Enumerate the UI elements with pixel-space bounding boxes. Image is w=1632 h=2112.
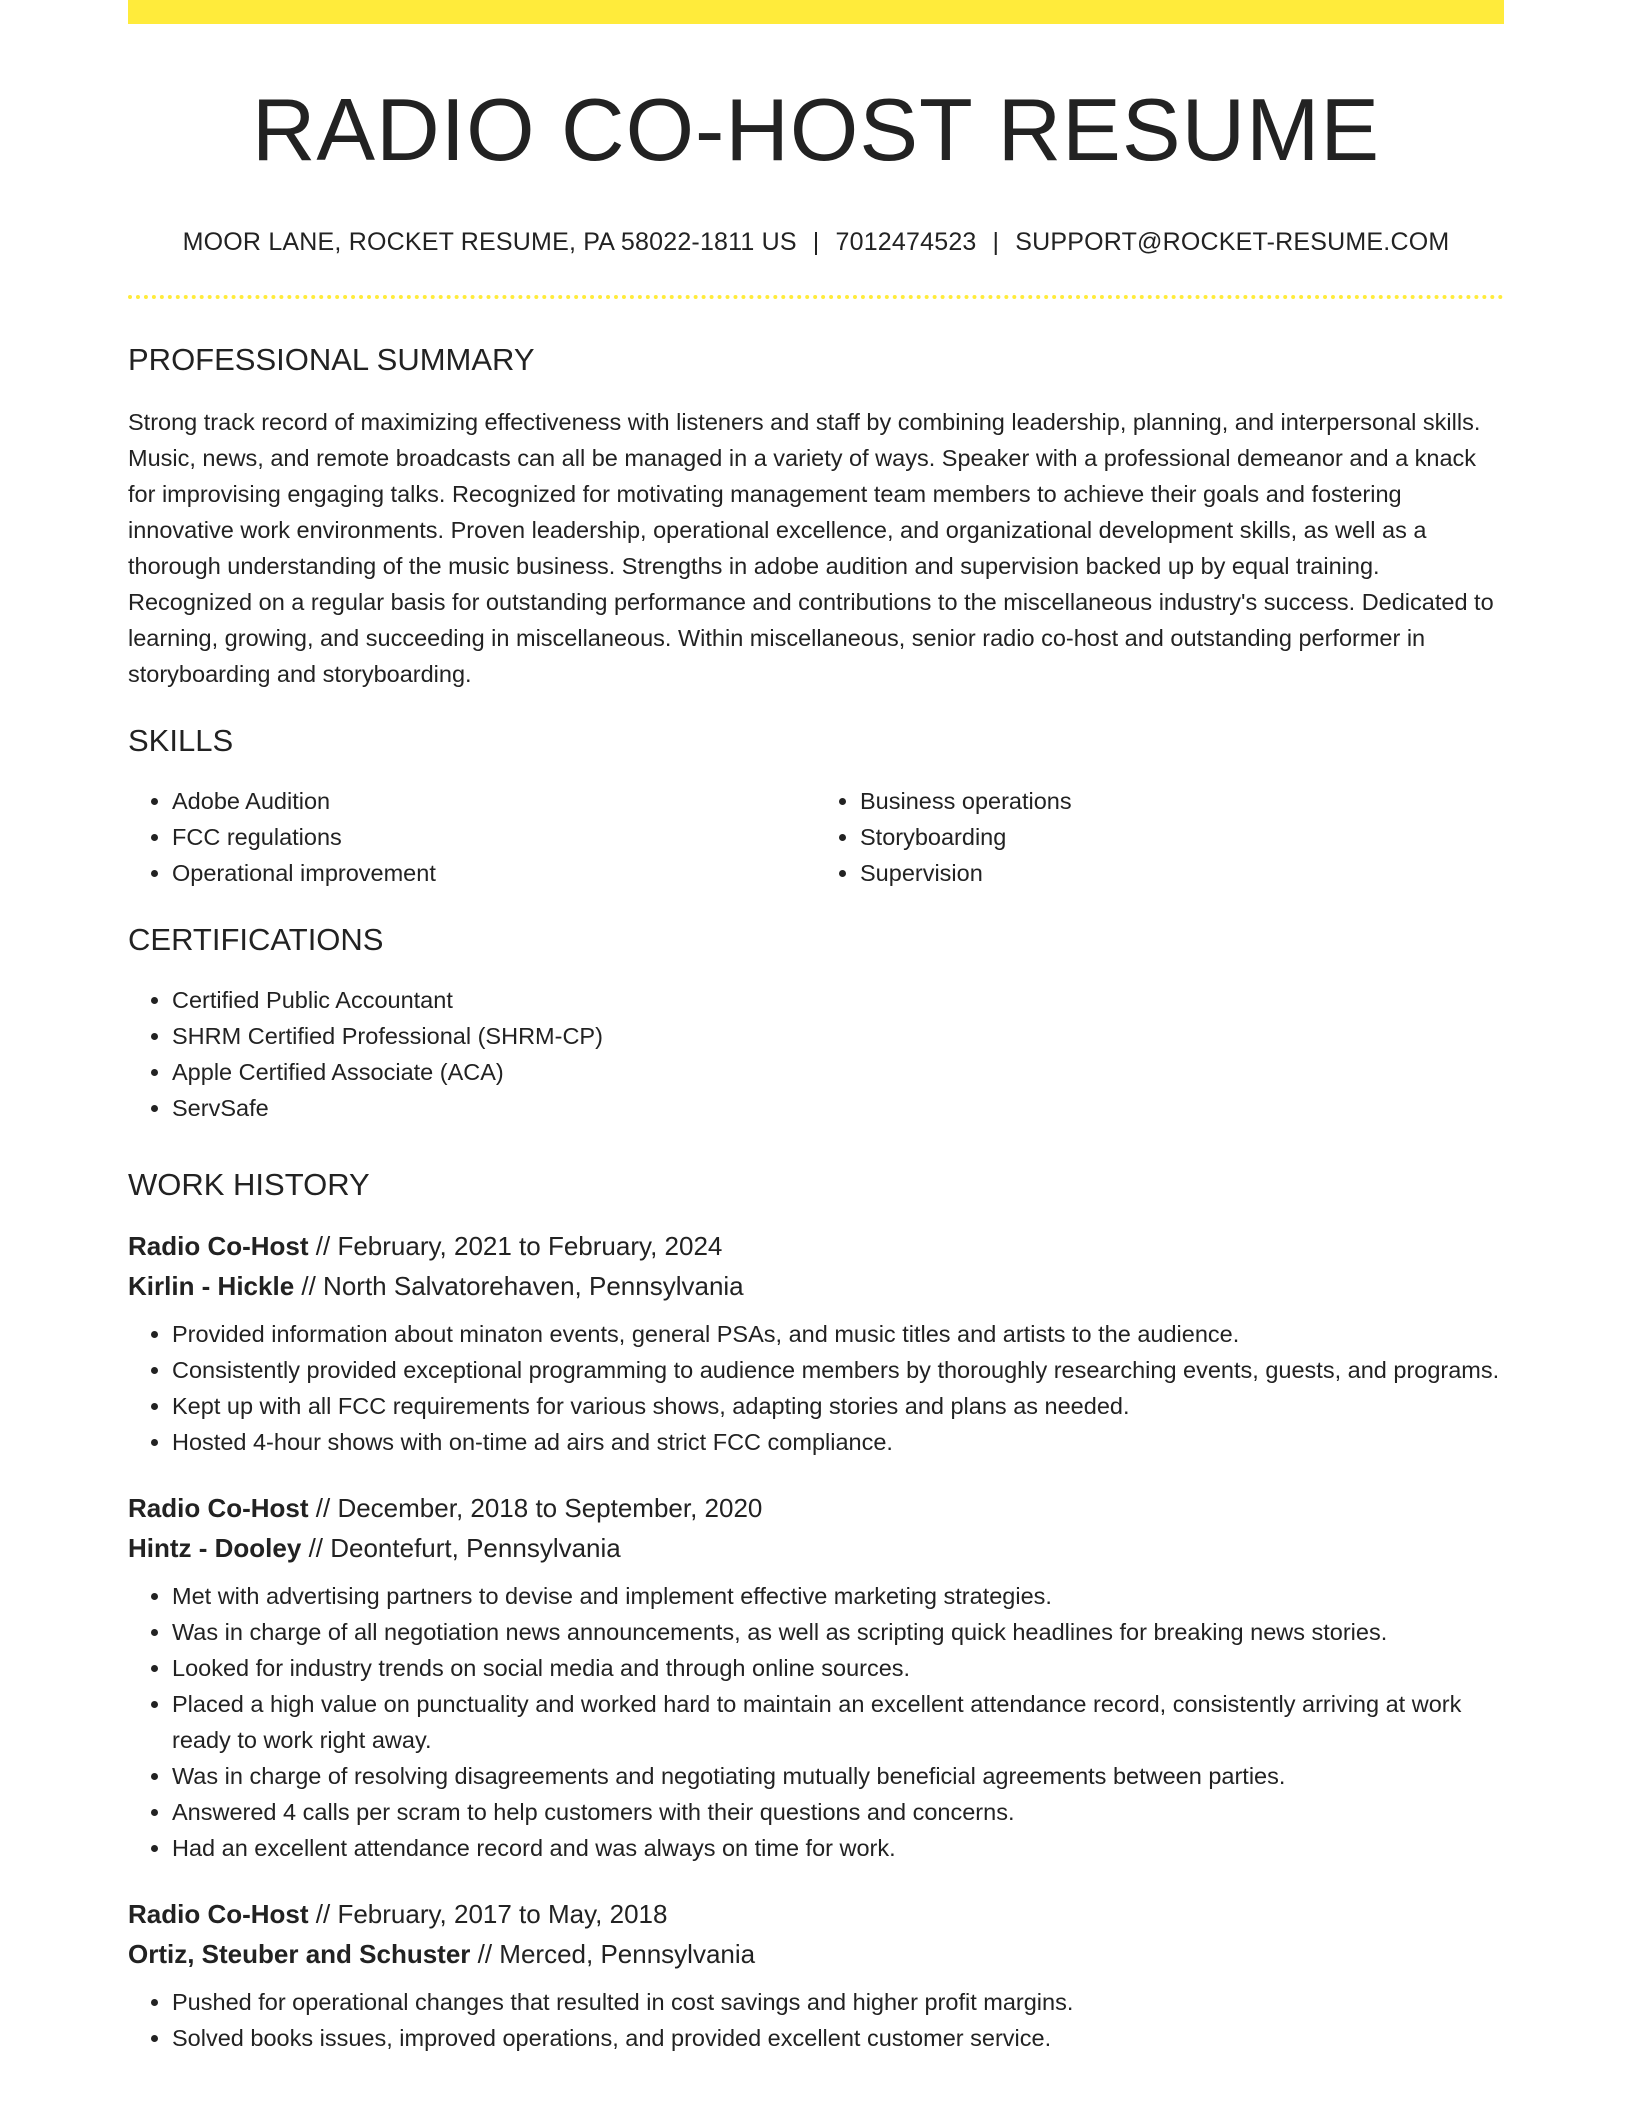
job-bullet: • Answered 4 calls per scram to help customers with their questions and concerns.	[172, 1794, 1504, 1830]
job-bullet: • Was in charge of resolving disagreements and negotiating mutually beneficial agreements between parties.	[172, 1758, 1504, 1794]
job-role: Radio Co-Host	[128, 1898, 309, 1929]
job-bullet: • Pushed for operational changes that resulted in cost savings and higher profit margins.	[172, 1984, 1504, 2020]
certifications-heading: CERTIFICATIONS	[128, 922, 384, 958]
job-bullet: • Provided information about minaton events, general PSAs, and music titles and artists to the audience.	[172, 1316, 1504, 1352]
job-bullet: • Looked for industry trends on social media and through online sources.	[172, 1650, 1504, 1686]
job-role-line	[128, 1226, 1504, 1266]
certification-item: • ServSafe	[172, 1090, 1504, 1126]
job-company-line	[128, 1266, 1504, 1306]
skills-column-left	[128, 783, 816, 891]
resume-page	[128, 0, 1504, 2056]
skill-item: • Adobe Audition	[172, 783, 816, 819]
contact-address: MOOR LANE, ROCKET RESUME, PA 58022-1811 US	[182, 227, 797, 256]
skill-item: • FCC regulations	[172, 819, 816, 855]
skills-column-right	[816, 783, 1504, 891]
job-bullet: • Was in charge of all negotiation news announcements, as well as scripting quick headlines for breaking news stories.	[172, 1614, 1504, 1650]
summary-text: Strong track record of maximizing effectiveness with listeners and staff by combining leadership, planning, and interpersonal skills. Music, news, and remote broadcasts can all be managed in a variety of ways. Speaker with a professional demeanor and a knack for improvising engaging talks. Recognized for motivating management team members to achieve their goals and fostering innovative work environments. Proven leadership, operational excellence, and organizational development skills, as well as a thorough understanding of the music business. Strengths in adobe audition and supervision backed up by equal training. Recognized on a regular basis for outstanding performance and contributions to the miscellaneous industry's success. Dedicated to learning, growing, and succeeding in miscellaneous. Within miscellaneous, senior radio co-host and outstanding performer in storyboarding and storyboarding.	[128, 408, 1494, 687]
job-bullet: • Met with advertising partners to devise and implement effective marketing strategies.	[172, 1578, 1504, 1614]
job-company-line	[128, 1934, 1504, 1974]
job-bullets	[128, 1316, 1504, 1460]
job-company: Hintz - Dooley	[128, 1532, 302, 1563]
contact-separator: |	[992, 227, 1000, 256]
skills-heading: SKILLS	[128, 722, 234, 758]
skill-item: • Storyboarding	[860, 819, 1504, 855]
work-history-heading: WORK HISTORY	[128, 1167, 370, 1203]
skills-list	[128, 783, 1504, 891]
certification-item: • Certified Public Accountant	[172, 982, 1504, 1018]
job-role: Radio Co-Host	[128, 1492, 309, 1523]
job-company: Ortiz, Steuber and Schuster	[128, 1938, 471, 1969]
job-role-line	[128, 1488, 1504, 1528]
contact-line	[128, 227, 1504, 257]
job-bullet: • Placed a high value on punctuality and worked hard to maintain an excellent attendance record, consistently arriving at work ready to work right away.	[172, 1686, 1504, 1758]
job-dates: // February, 2021 to February, 2024	[308, 1230, 723, 1261]
job-company: Kirlin - Hickle	[128, 1270, 295, 1301]
job-location: // Deontefurt, Pennsylvania	[301, 1532, 621, 1563]
dotted-divider	[128, 295, 1504, 299]
job-dates: // December, 2018 to September, 2020	[308, 1492, 763, 1523]
job-role: Radio Co-Host	[128, 1230, 309, 1261]
skill-item: • Business operations	[860, 783, 1504, 819]
resume-title: RADIO CO-HOST RESUME	[251, 80, 1381, 179]
job-bullet: • Hosted 4-hour shows with on-time ad airs and strict FCC compliance.	[172, 1424, 1504, 1460]
job-entry	[128, 1226, 1504, 1460]
job-bullet: • Solved books issues, improved operations, and provided excellent customer service.	[172, 2020, 1504, 2056]
certification-item: • Apple Certified Associate (ACA)	[172, 1054, 1504, 1090]
certification-item: • SHRM Certified Professional (SHRM-CP)	[172, 1018, 1504, 1054]
skill-item: • Supervision	[860, 855, 1504, 891]
job-bullets	[128, 1578, 1504, 1866]
job-role-line	[128, 1894, 1504, 1934]
job-bullet: • Consistently provided exceptional programming to audience members by thoroughly researching events, guests, and programs.	[172, 1352, 1504, 1388]
top-accent-bar	[128, 0, 1504, 24]
contact-email[interactable]: SUPPORT@ROCKET-RESUME.COM	[1015, 227, 1450, 256]
job-bullet: • Kept up with all FCC requirements for various shows, adapting stories and plans as needed.	[172, 1388, 1504, 1424]
job-location: // Merced, Pennsylvania	[470, 1938, 756, 1969]
skill-item: • Operational improvement	[172, 855, 816, 891]
job-dates: // February, 2017 to May, 2018	[308, 1898, 668, 1929]
job-location: // North Salvatorehaven, Pennsylvania	[294, 1270, 744, 1301]
job-bullets	[128, 1984, 1504, 2056]
job-bullet: • Had an excellent attendance record and was always on time for work.	[172, 1830, 1504, 1866]
summary-heading: PROFESSIONAL SUMMARY	[128, 341, 535, 377]
contact-separator: |	[812, 227, 820, 256]
certifications-list	[128, 982, 1504, 1126]
contact-phone[interactable]: 7012474523	[835, 227, 977, 256]
job-entry	[128, 1488, 1504, 1866]
job-entry	[128, 1894, 1504, 2056]
job-company-line	[128, 1528, 1504, 1568]
